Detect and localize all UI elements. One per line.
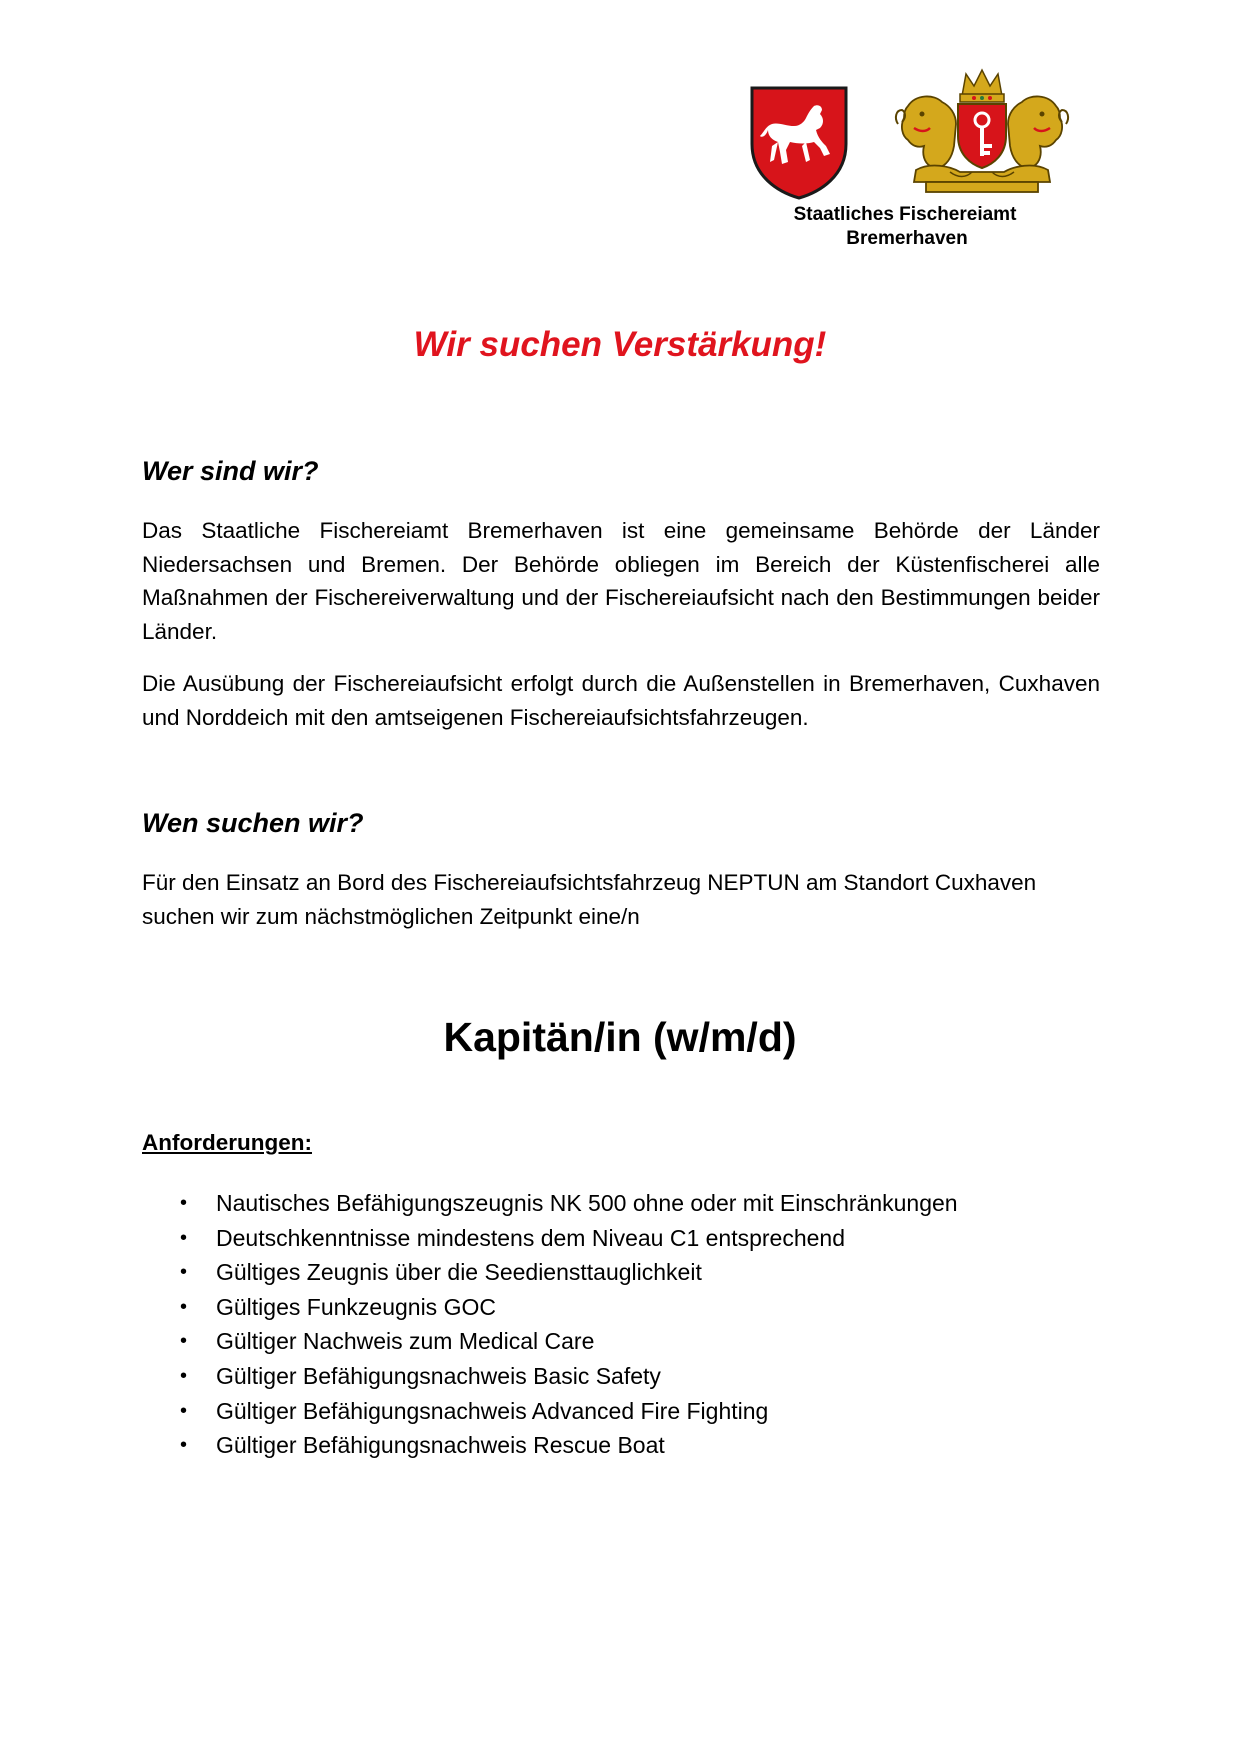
- bullet-icon: •: [180, 1330, 188, 1353]
- requirement-text: Gültiger Nachweis zum Medical Care: [216, 1328, 595, 1355]
- requirement-text: Gültiger Befähigungsnachweis Rescue Boat: [216, 1432, 665, 1459]
- requirements-list: [142, 1186, 1102, 1463]
- requirement-item: [142, 1255, 1102, 1290]
- authority-name-line1: Staatliches Fischereiamt: [793, 204, 1017, 225]
- requirement-item: [142, 1324, 1102, 1359]
- requirement-item: [142, 1221, 1102, 1256]
- requirement-item: [142, 1290, 1102, 1325]
- authority-name: [740, 203, 1070, 251]
- requirement-text: Gültiger Befähigungsnachweis Basic Safety: [216, 1362, 661, 1389]
- requirement-text: Gültiges Funkzeugnis GOC: [216, 1293, 496, 1320]
- bullet-icon: •: [180, 1295, 188, 1318]
- section-heading-whom: Wen suchen wir?: [142, 808, 364, 838]
- niedersachsen-coat-of-arms-logo: [748, 84, 850, 200]
- requirement-text: Deutschkenntnisse mindestens dem Niveau C1 entsprechend: [216, 1224, 846, 1251]
- right-lion-icon: [1008, 96, 1068, 168]
- requirement-item: [142, 1359, 1102, 1394]
- job-title: Kapitän/in (w/m/d): [443, 1014, 797, 1060]
- requirement-item: [142, 1186, 1102, 1221]
- requirements-heading: Anforderungen:: [142, 1130, 312, 1155]
- requirement-text: Gültiger Befähigungsnachweis Advanced Fire Fighting: [216, 1397, 769, 1424]
- bullet-icon: •: [180, 1434, 188, 1457]
- requirement-item: [142, 1428, 1102, 1463]
- bullet-icon: •: [180, 1364, 188, 1387]
- pedestal-icon: [914, 166, 1050, 192]
- left-lion-icon: [896, 96, 956, 168]
- bremen-coat-of-arms-logo: [890, 66, 1074, 200]
- bullet-icon: •: [180, 1192, 188, 1214]
- bullet-icon: •: [180, 1261, 188, 1284]
- requirement-text: Nautisches Befähigungszeugnis NK 500 ohne oder mit Einschränkungen: [216, 1190, 958, 1216]
- paragraph-who-2: Die Ausübung der Fischereiaufsicht erfolgt durch die Außenstellen in Bremerhaven, Cuxhaven und Norddeich mit den amtseigenen Fischereiaufsichtsfahrzeugen.: [142, 671, 1100, 730]
- bullet-icon: •: [180, 1226, 188, 1249]
- requirement-text: Gültiges Zeugnis über die Seediensttauglichkeit: [216, 1259, 702, 1286]
- bullet-icon: •: [180, 1399, 188, 1422]
- paragraph-whom: Für den Einsatz an Bord des Fischereiaufsichtsfahrzeug NEPTUN am Standort Cuxhaven suchen wir zum nächstmöglichen Zeitpunkt eine/n: [142, 870, 1037, 929]
- page-headline: Wir suchen Verstärkung!: [413, 325, 827, 364]
- shield-with-key-icon: [958, 104, 1006, 168]
- crown-icon: [960, 70, 1004, 102]
- requirement-item: [142, 1394, 1102, 1429]
- section-heading-who: Wer sind wir?: [142, 456, 319, 486]
- authority-name-line2: Bremerhaven: [846, 228, 968, 249]
- paragraph-who-1: Das Staatliche Fischereiamt Bremerhaven ist eine gemeinsame Behörde der Länder Niedersachsen und Bremen. Der Behörde obliegen im Bereich der Küstenfischerei alle Maßnahmen der Fischereiverwaltung und der Fischereiaufsicht nach den Bestimmungen beider Länder.: [142, 518, 1100, 644]
